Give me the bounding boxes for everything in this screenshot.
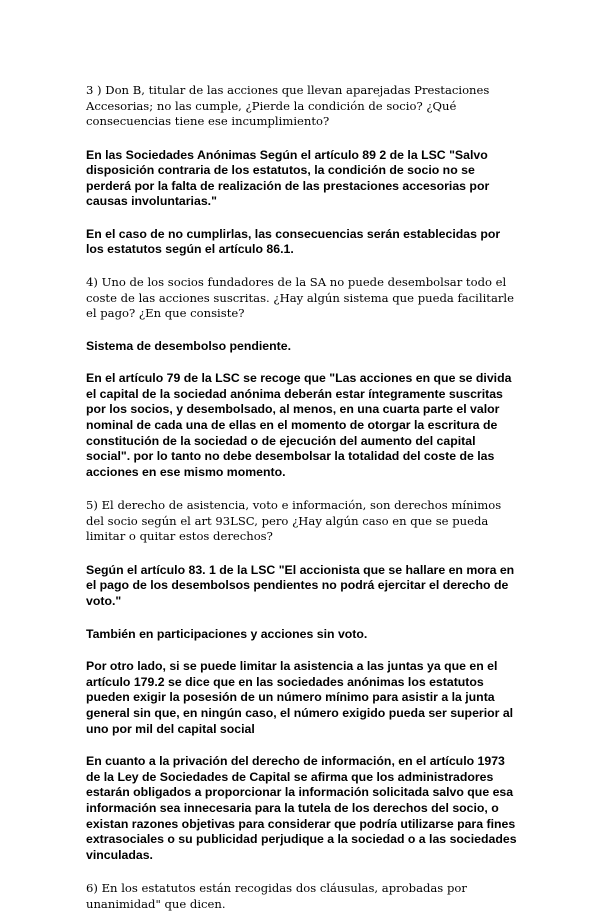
answer-4-article-79: En el artículo 79 de la LSC se recoge que "Las acciones en que se divida el capital de la sociedad anónima deberán estar íntegramente suscritas por los socios, y desembolsado, al menos, en una cuarta parte el valor nominal de cada una de ellas en el momento de otorgar la escritura de constitución de la sociedad o de ejecución del aumento del capital social". por lo tanto no debe desembolsar la totalidad del coste de las acciones en ese mismo momento. xyxy=(86,371,512,479)
answer-5-attendance: Por otro lado, si se puede limitar la asistencia a las juntas ya que en el artículo 179.2 se dice que en las sociedades anónimas los estatutos pueden exigir la posesión de un número mínimo para asistir a la junta general sin que, en ningún caso, el número exigido pueda ser superior al uno por mil del capital social xyxy=(86,659,514,736)
answer-5-article-83: Según el artículo 83. 1 de la LSC "El accionista que se hallare en mora en el pago de los desembolsos pendientes no podrá ejercitar el derecho de voto." xyxy=(86,562,515,608)
answer-4-system: Sistema de desembolso pendiente. xyxy=(86,338,292,353)
answer-3-article-86: En el caso de no cumplirlas, las consecuencias serán establecidas por los estatutos según el artículo 86.1. xyxy=(86,226,501,257)
answer-5-information: En cuanto a la privación del derecho de información, en el artículo 1973 de la Ley de Sociedades de Capital se afirma que los administradores estarán obligados a proporcionar la información solicitada salvo que esa información sea innecesaria para la tutela de los derechos del socio, o existan razones objetivas para considerar que podría utilizarse para fines extrasociales o su publicidad perjudique a la sociedad o a las sociedades vinculadas. xyxy=(86,754,517,862)
question-5: 5) El derecho de asistencia, voto e información, son derechos mínimos del socio según el art 93LSC, pero ¿Hay algún caso en que se pueda limitar o quitar estos derechos? xyxy=(86,498,502,544)
question-6: 6) En los estatutos están recogidas dos cláusulas, aprobadas por unanimidad" que dicen. xyxy=(86,881,467,911)
question-3: 3 ) Don B, titular de las acciones que llevan aparejadas Prestaciones Accesorias; no las cumple, ¿Pierde la condición de socio? ¿Qué consecuencias tiene ese incumplimiento? xyxy=(86,83,490,128)
answer-5-non-voting: También en participaciones y acciones sin voto. xyxy=(86,626,368,641)
document-body xyxy=(86,83,518,912)
question-4: 4) Uno de los socios fundadores de la SA no puede desembolsar todo el coste de las acciones suscritas. ¿Hay algún sistema que pueda facilitarle el pago? ¿En que consiste? xyxy=(86,275,514,321)
answer-3-article-89: En las Sociedades Anónimas Según el artículo 89 2 de la LSC "Salvo disposición contraria de los estatutos, la condición de socio no se perderá por la falta de realización de las prestaciones accesorias por causas involuntarias." xyxy=(86,147,490,209)
